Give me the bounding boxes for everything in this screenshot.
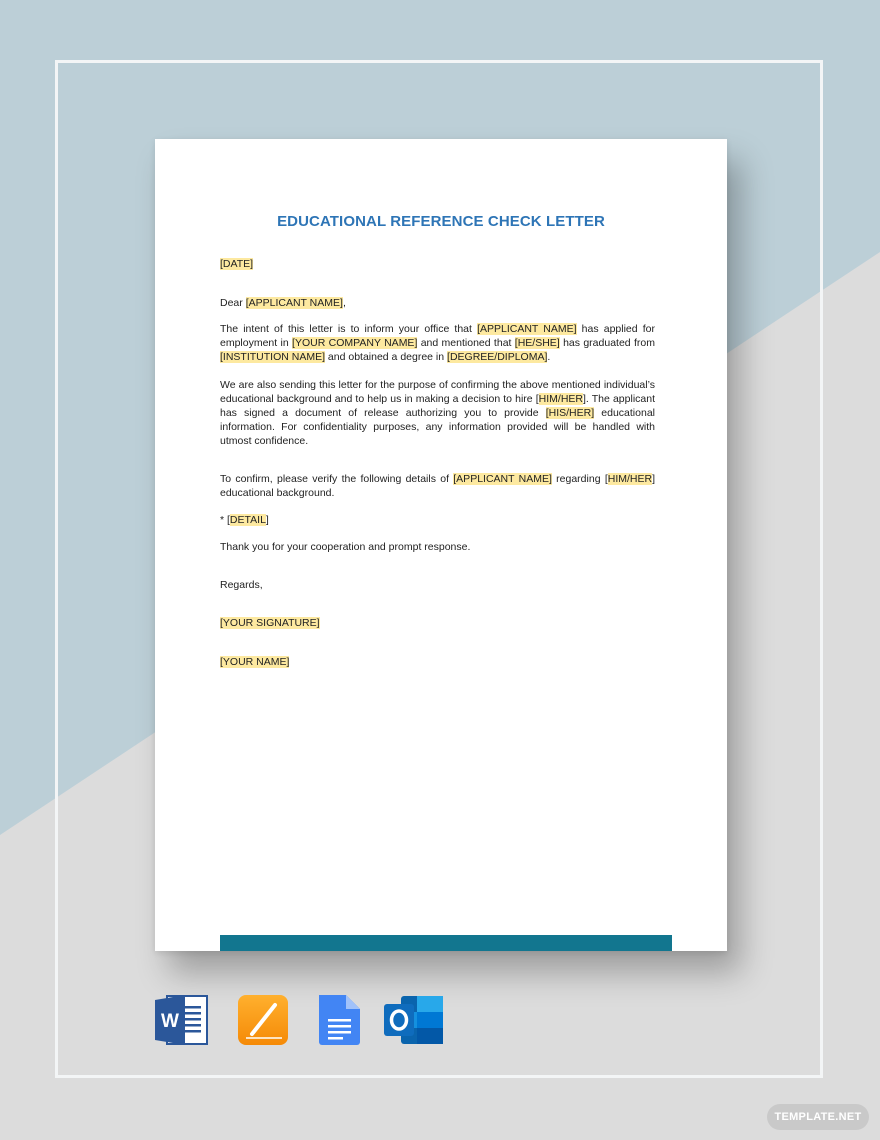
footer-band (220, 935, 672, 951)
paragraph-intent: The intent of this letter is to inform your office that [APPLICANT NAME] has applied for employment in [YOUR COMPANY NAME] and mentioned that [HE/SHE] has graduated from [INSTITUTION NAME] and obtained a degree in [DEGREE/DIPLOMA]. (220, 323, 655, 363)
google-docs-icon[interactable] (314, 994, 370, 1046)
signature-line (220, 616, 655, 630)
watermark-badge: TEMPLATE.NET (767, 1104, 869, 1130)
letter-title: EDUCATIONAL REFERENCE CHECK LETTER (277, 213, 605, 230)
outlook-icon[interactable] (383, 994, 445, 1046)
pages-icon[interactable] (236, 994, 292, 1046)
word-icon[interactable] (153, 994, 209, 1046)
salutation: Dear [APPLICANT NAME], (220, 297, 346, 309)
name-line (220, 655, 655, 669)
svg-text:W: W (161, 1011, 179, 1032)
signature-placeholder: [YOUR SIGNATURE] (220, 617, 320, 629)
detail-line: * [DETAIL] (220, 514, 269, 526)
paragraph-purpose: We are also sending this letter for the purpose of confirming the above mentioned individual’s educational background and to help us in making a decision to hire [HIM/HER]. The applicant has signed a document of release authorizing you to provide [HIS/HER] educational information. For confidentiality purposes, any information provided will be handled with utmost confidence. (220, 379, 656, 447)
name-placeholder: [YOUR NAME] (220, 656, 290, 668)
letter-page (155, 139, 727, 951)
regards-line: Regards, (220, 579, 263, 591)
date-placeholder: [DATE] (220, 258, 254, 270)
letter-body (220, 257, 655, 669)
thanks-line: Thank you for your cooperation and prompt response. (220, 541, 471, 553)
paragraph-confirm: To confirm, please verify the following details of [APPLICANT NAME] regarding [HIM/HER] educational background. (220, 473, 655, 499)
date-line (220, 257, 655, 271)
applicant-name-placeholder: [APPLICANT NAME] (245, 297, 343, 309)
